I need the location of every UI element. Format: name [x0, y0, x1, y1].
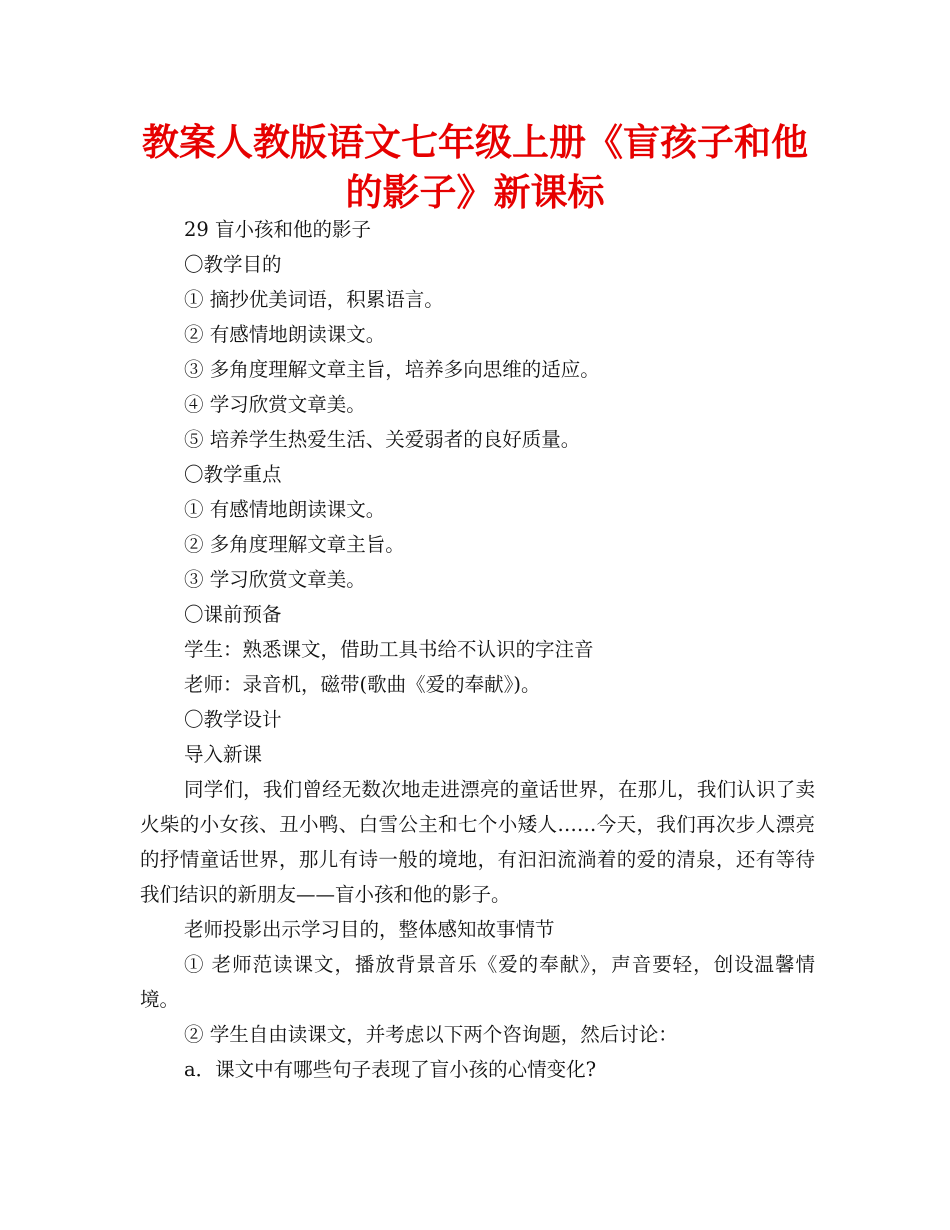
title-line-1: 教案人教版语文七年级上册《盲孩子和他 [142, 121, 808, 164]
focus-item: ② 多角度理解文章主旨。 [184, 533, 405, 556]
intro-paragraph: 同学们，我们曾经无数次地走进漂亮的童话世界，在那儿，我们认识了卖火柴的小女孩、丑小鸭、白雪公主和七个小矮人……今天，我们再次步人漂亮的抒情童话世界，那儿有诗一般的境地，有汩汩流淌着的爱的清泉，还有等待我们结识的新朋友——盲小孩和他的影子。 [140, 778, 815, 906]
section-heading-goals: 〇教学目的 [184, 253, 282, 276]
focus-item: ① 有感情地朗读课文。 [184, 498, 386, 521]
prep-item: 学生：熟悉课文，借助工具书给不认识的字注音 [184, 638, 594, 661]
title-line-2: 的影子》新课标 [345, 171, 605, 214]
goal-item: ① 摘抄优美词语，积累语言。 [184, 288, 444, 311]
goal-item: ③ 多角度理解文章主旨，培养多向思维的适应。 [184, 358, 600, 381]
body-line: 老师投影出示学习目的，整体感知故事情节 [184, 918, 555, 941]
goal-item: ⑤ 培养学生热爱生活、关爱弱者的良好质量。 [184, 428, 581, 451]
document-body [140, 212, 815, 1087]
goal-item: ④ 学习欣赏文章美。 [184, 393, 366, 416]
section-heading-design: 〇教学设计 [184, 708, 282, 731]
focus-item: ③ 学习欣赏文章美。 [184, 568, 366, 591]
subheading-intro: 导入新课 [184, 743, 263, 766]
body-line: ② 学生自由读课文，并考虑以下两个咨询题，然后讨论： [184, 1023, 678, 1046]
step-paragraph: ① 老师范读课文，播放背景音乐《爱的奉献》，声音要轻，创设温馨情境。 [140, 953, 815, 1011]
body-line: a．课文中有哪些句子表现了盲小孩的心情变化? [184, 1058, 597, 1081]
section-heading-focus: 〇教学重点 [184, 463, 282, 486]
document-title [140, 118, 810, 218]
goal-item: ② 有感情地朗读课文。 [184, 323, 386, 346]
prep-item: 老师：录音机，磁带(歌曲《爱的奉献》)。 [184, 673, 541, 696]
lesson-heading: 29 盲小孩和他的影子 [184, 218, 372, 241]
section-heading-prep: 〇课前预备 [184, 603, 282, 626]
